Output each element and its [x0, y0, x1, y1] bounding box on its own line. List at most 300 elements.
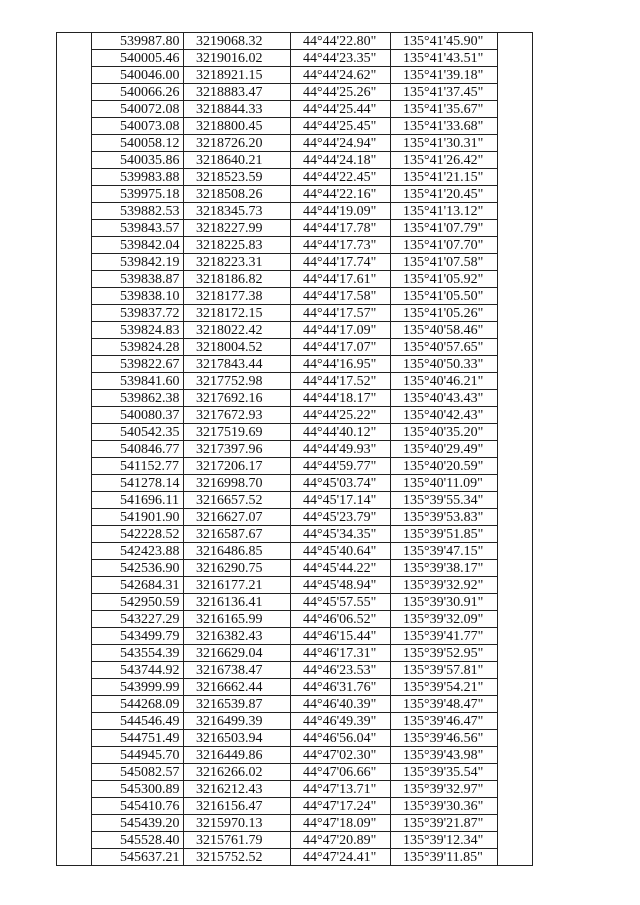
northing-cell: 3217206.17 [184, 458, 291, 475]
left-margin-cell [57, 492, 92, 509]
latitude-cell: 44°47'20.89" [291, 832, 391, 849]
table-row [57, 560, 533, 577]
longitude-cell: 135°39'30.91" [391, 594, 498, 611]
left-margin-cell [57, 560, 92, 577]
left-margin-cell [57, 764, 92, 781]
northing-cell: 3216629.04 [184, 645, 291, 662]
latitude-cell: 44°44'25.45" [291, 118, 391, 135]
longitude-cell: 135°41'37.45" [391, 84, 498, 101]
table-row [57, 628, 533, 645]
longitude-cell: 135°39'12.34" [391, 832, 498, 849]
table-row [57, 271, 533, 288]
left-margin-cell [57, 577, 92, 594]
easting-cell: 541278.14 [92, 475, 184, 492]
longitude-cell: 135°41'05.92" [391, 271, 498, 288]
right-margin-cell [498, 611, 533, 628]
longitude-cell: 135°39'46.56" [391, 730, 498, 747]
northing-cell: 3218186.82 [184, 271, 291, 288]
northing-cell: 3217397.96 [184, 441, 291, 458]
right-margin-cell [498, 492, 533, 509]
left-margin-cell [57, 390, 92, 407]
right-margin-cell [498, 254, 533, 271]
coordinate-table-body [57, 33, 533, 866]
easting-cell: 545637.21 [92, 849, 184, 866]
table-row [57, 849, 533, 866]
easting-cell: 542536.90 [92, 560, 184, 577]
longitude-cell: 135°40'57.65" [391, 339, 498, 356]
latitude-cell: 44°44'23.35" [291, 50, 391, 67]
table-row [57, 526, 533, 543]
longitude-cell: 135°40'29.49" [391, 441, 498, 458]
left-margin-cell [57, 305, 92, 322]
right-margin-cell [498, 237, 533, 254]
northing-cell: 3217692.16 [184, 390, 291, 407]
easting-cell: 540035.86 [92, 152, 184, 169]
latitude-cell: 44°46'49.39" [291, 713, 391, 730]
right-margin-cell [498, 152, 533, 169]
left-margin-cell [57, 237, 92, 254]
longitude-cell: 135°39'53.83" [391, 509, 498, 526]
longitude-cell: 135°39'32.09" [391, 611, 498, 628]
longitude-cell: 135°39'38.17" [391, 560, 498, 577]
latitude-cell: 44°45'57.55" [291, 594, 391, 611]
left-margin-cell [57, 645, 92, 662]
easting-cell: 543999.99 [92, 679, 184, 696]
longitude-cell: 135°39'32.97" [391, 781, 498, 798]
table-row [57, 475, 533, 492]
easting-cell: 539987.80 [92, 33, 184, 50]
easting-cell: 543227.29 [92, 611, 184, 628]
longitude-cell: 135°40'42.43" [391, 407, 498, 424]
right-margin-cell [498, 424, 533, 441]
easting-cell: 545410.76 [92, 798, 184, 815]
right-margin-cell [498, 628, 533, 645]
longitude-cell: 135°39'35.54" [391, 764, 498, 781]
latitude-cell: 44°44'22.16" [291, 186, 391, 203]
easting-cell: 543744.92 [92, 662, 184, 679]
northing-cell: 3218508.26 [184, 186, 291, 203]
northing-cell: 3216627.07 [184, 509, 291, 526]
northing-cell: 3218726.20 [184, 135, 291, 152]
easting-cell: 539983.88 [92, 169, 184, 186]
easting-cell: 544751.49 [92, 730, 184, 747]
northing-cell: 3218800.45 [184, 118, 291, 135]
easting-cell: 542423.88 [92, 543, 184, 560]
latitude-cell: 44°44'24.94" [291, 135, 391, 152]
left-margin-cell [57, 101, 92, 118]
latitude-cell: 44°46'56.04" [291, 730, 391, 747]
right-margin-cell [498, 713, 533, 730]
latitude-cell: 44°44'24.18" [291, 152, 391, 169]
easting-cell: 539843.57 [92, 220, 184, 237]
northing-cell: 3216290.75 [184, 560, 291, 577]
northing-cell: 3215761.79 [184, 832, 291, 849]
left-margin-cell [57, 509, 92, 526]
northing-cell: 3216177.21 [184, 577, 291, 594]
northing-cell: 3215970.13 [184, 815, 291, 832]
northing-cell: 3219016.02 [184, 50, 291, 67]
left-margin-cell [57, 611, 92, 628]
latitude-cell: 44°45'17.14" [291, 492, 391, 509]
table-row [57, 679, 533, 696]
easting-cell: 543554.39 [92, 645, 184, 662]
easting-cell: 540846.77 [92, 441, 184, 458]
easting-cell: 539975.18 [92, 186, 184, 203]
latitude-cell: 44°46'23.53" [291, 662, 391, 679]
easting-cell: 540072.08 [92, 101, 184, 118]
right-margin-cell [498, 696, 533, 713]
longitude-cell: 135°39'54.21" [391, 679, 498, 696]
northing-cell: 3216156.47 [184, 798, 291, 815]
latitude-cell: 44°47'18.09" [291, 815, 391, 832]
left-margin-cell [57, 356, 92, 373]
left-margin-cell [57, 169, 92, 186]
left-margin-cell [57, 594, 92, 611]
northing-cell: 3216738.47 [184, 662, 291, 679]
northing-cell: 3216662.44 [184, 679, 291, 696]
latitude-cell: 44°44'22.80" [291, 33, 391, 50]
table-row [57, 713, 533, 730]
longitude-cell: 135°41'07.70" [391, 237, 498, 254]
longitude-cell: 135°39'43.98" [391, 747, 498, 764]
left-margin-cell [57, 254, 92, 271]
northing-cell: 3216486.85 [184, 543, 291, 560]
latitude-cell: 44°44'17.09" [291, 322, 391, 339]
table-row [57, 118, 533, 135]
right-margin-cell [498, 373, 533, 390]
table-row [57, 747, 533, 764]
easting-cell: 544945.70 [92, 747, 184, 764]
easting-cell: 542950.59 [92, 594, 184, 611]
latitude-cell: 44°47'02.30" [291, 747, 391, 764]
latitude-cell: 44°45'40.64" [291, 543, 391, 560]
left-margin-cell [57, 781, 92, 798]
longitude-cell: 135°39'51.85" [391, 526, 498, 543]
latitude-cell: 44°44'49.93" [291, 441, 391, 458]
right-margin-cell [498, 271, 533, 288]
left-margin-cell [57, 50, 92, 67]
northing-cell: 3218921.15 [184, 67, 291, 84]
longitude-cell: 135°40'58.46" [391, 322, 498, 339]
northing-cell: 3216539.87 [184, 696, 291, 713]
northing-cell: 3218883.47 [184, 84, 291, 101]
left-margin-cell [57, 662, 92, 679]
longitude-cell: 135°41'07.79" [391, 220, 498, 237]
longitude-cell: 135°41'07.58" [391, 254, 498, 271]
latitude-cell: 44°46'06.52" [291, 611, 391, 628]
easting-cell: 539862.38 [92, 390, 184, 407]
right-margin-cell [498, 560, 533, 577]
right-margin-cell [498, 169, 533, 186]
right-margin-cell [498, 288, 533, 305]
longitude-cell: 135°39'32.92" [391, 577, 498, 594]
easting-cell: 539837.72 [92, 305, 184, 322]
northing-cell: 3217519.69 [184, 424, 291, 441]
left-margin-cell [57, 33, 92, 50]
table-row [57, 339, 533, 356]
easting-cell: 539841.60 [92, 373, 184, 390]
right-margin-cell [498, 67, 533, 84]
table-row [57, 169, 533, 186]
latitude-cell: 44°44'17.52" [291, 373, 391, 390]
right-margin-cell [498, 509, 533, 526]
latitude-cell: 44°47'06.66" [291, 764, 391, 781]
easting-cell: 545300.89 [92, 781, 184, 798]
coordinate-table [56, 32, 533, 866]
left-margin-cell [57, 67, 92, 84]
right-margin-cell [498, 815, 533, 832]
easting-cell: 539824.83 [92, 322, 184, 339]
right-margin-cell [498, 526, 533, 543]
table-row [57, 577, 533, 594]
northing-cell: 3218227.99 [184, 220, 291, 237]
left-margin-cell [57, 475, 92, 492]
longitude-cell: 135°39'30.36" [391, 798, 498, 815]
longitude-cell: 135°39'57.81" [391, 662, 498, 679]
left-margin-cell [57, 679, 92, 696]
left-margin-cell [57, 84, 92, 101]
latitude-cell: 44°46'31.76" [291, 679, 391, 696]
longitude-cell: 135°41'05.26" [391, 305, 498, 322]
right-margin-cell [498, 407, 533, 424]
longitude-cell: 135°41'20.45" [391, 186, 498, 203]
latitude-cell: 44°44'25.22" [291, 407, 391, 424]
right-margin-cell [498, 730, 533, 747]
longitude-cell: 135°40'43.43" [391, 390, 498, 407]
longitude-cell: 135°39'47.15" [391, 543, 498, 560]
longitude-cell: 135°39'21.87" [391, 815, 498, 832]
latitude-cell: 44°44'17.73" [291, 237, 391, 254]
left-margin-cell [57, 747, 92, 764]
latitude-cell: 44°44'17.74" [291, 254, 391, 271]
easting-cell: 539824.28 [92, 339, 184, 356]
left-margin-cell [57, 849, 92, 866]
right-margin-cell [498, 305, 533, 322]
northing-cell: 3218844.33 [184, 101, 291, 118]
easting-cell: 544546.49 [92, 713, 184, 730]
easting-cell: 539842.04 [92, 237, 184, 254]
left-margin-cell [57, 373, 92, 390]
right-margin-cell [498, 356, 533, 373]
easting-cell: 543499.79 [92, 628, 184, 645]
easting-cell: 542684.31 [92, 577, 184, 594]
table-row [57, 781, 533, 798]
table-row [57, 441, 533, 458]
table-row [57, 543, 533, 560]
longitude-cell: 135°40'35.20" [391, 424, 498, 441]
latitude-cell: 44°45'03.74" [291, 475, 391, 492]
latitude-cell: 44°47'17.24" [291, 798, 391, 815]
right-margin-cell [498, 186, 533, 203]
left-margin-cell [57, 288, 92, 305]
northing-cell: 3217752.98 [184, 373, 291, 390]
table-row [57, 645, 533, 662]
northing-cell: 3217672.93 [184, 407, 291, 424]
latitude-cell: 44°45'34.35" [291, 526, 391, 543]
longitude-cell: 135°41'21.15" [391, 169, 498, 186]
latitude-cell: 44°44'16.95" [291, 356, 391, 373]
northing-cell: 3215752.52 [184, 849, 291, 866]
longitude-cell: 135°41'30.31" [391, 135, 498, 152]
northing-cell: 3216998.70 [184, 475, 291, 492]
northing-cell: 3216499.39 [184, 713, 291, 730]
table-row [57, 84, 533, 101]
right-margin-cell [498, 118, 533, 135]
easting-cell: 545528.40 [92, 832, 184, 849]
longitude-cell: 135°41'45.90" [391, 33, 498, 50]
right-margin-cell [498, 679, 533, 696]
northing-cell: 3218640.21 [184, 152, 291, 169]
right-margin-cell [498, 220, 533, 237]
easting-cell: 541696.11 [92, 492, 184, 509]
table-row [57, 254, 533, 271]
table-row [57, 220, 533, 237]
right-margin-cell [498, 747, 533, 764]
longitude-cell: 135°41'43.51" [391, 50, 498, 67]
left-margin-cell [57, 339, 92, 356]
right-margin-cell [498, 84, 533, 101]
table-row [57, 611, 533, 628]
northing-cell: 3217843.44 [184, 356, 291, 373]
easting-cell: 540542.35 [92, 424, 184, 441]
easting-cell: 539838.10 [92, 288, 184, 305]
right-margin-cell [498, 764, 533, 781]
right-margin-cell [498, 662, 533, 679]
left-margin-cell [57, 135, 92, 152]
left-margin-cell [57, 458, 92, 475]
right-margin-cell [498, 458, 533, 475]
left-margin-cell [57, 407, 92, 424]
left-margin-cell [57, 186, 92, 203]
longitude-cell: 135°39'46.47" [391, 713, 498, 730]
left-margin-cell [57, 220, 92, 237]
easting-cell: 545082.57 [92, 764, 184, 781]
left-margin-cell [57, 118, 92, 135]
northing-cell: 3218225.83 [184, 237, 291, 254]
latitude-cell: 44°44'40.12" [291, 424, 391, 441]
northing-cell: 3216266.02 [184, 764, 291, 781]
northing-cell: 3216657.52 [184, 492, 291, 509]
left-margin-cell [57, 271, 92, 288]
latitude-cell: 44°44'17.78" [291, 220, 391, 237]
left-margin-cell [57, 815, 92, 832]
right-margin-cell [498, 339, 533, 356]
table-row [57, 696, 533, 713]
longitude-cell: 135°40'46.21" [391, 373, 498, 390]
easting-cell: 540080.37 [92, 407, 184, 424]
left-margin-cell [57, 730, 92, 747]
left-margin-cell [57, 798, 92, 815]
latitude-cell: 44°44'17.58" [291, 288, 391, 305]
table-row [57, 135, 533, 152]
right-margin-cell [498, 849, 533, 866]
northing-cell: 3219068.32 [184, 33, 291, 50]
longitude-cell: 135°41'26.42" [391, 152, 498, 169]
latitude-cell: 44°44'22.45" [291, 169, 391, 186]
left-margin-cell [57, 203, 92, 220]
latitude-cell: 44°46'40.39" [291, 696, 391, 713]
table-row [57, 798, 533, 815]
easting-cell: 545439.20 [92, 815, 184, 832]
latitude-cell: 44°44'17.57" [291, 305, 391, 322]
left-margin-cell [57, 441, 92, 458]
left-margin-cell [57, 526, 92, 543]
right-margin-cell [498, 33, 533, 50]
table-row [57, 373, 533, 390]
latitude-cell: 44°44'59.77" [291, 458, 391, 475]
table-row [57, 237, 533, 254]
easting-cell: 539842.19 [92, 254, 184, 271]
latitude-cell: 44°47'13.71" [291, 781, 391, 798]
right-margin-cell [498, 832, 533, 849]
latitude-cell: 44°45'44.22" [291, 560, 391, 577]
table-row [57, 764, 533, 781]
right-margin-cell [498, 645, 533, 662]
longitude-cell: 135°41'35.67" [391, 101, 498, 118]
left-margin-cell [57, 543, 92, 560]
table-row [57, 203, 533, 220]
right-margin-cell [498, 781, 533, 798]
right-margin-cell [498, 798, 533, 815]
table-row [57, 67, 533, 84]
table-row [57, 730, 533, 747]
table-row [57, 186, 533, 203]
northing-cell: 3216212.43 [184, 781, 291, 798]
right-margin-cell [498, 135, 533, 152]
northing-cell: 3218523.59 [184, 169, 291, 186]
left-margin-cell [57, 696, 92, 713]
longitude-cell: 135°41'05.50" [391, 288, 498, 305]
table-row [57, 458, 533, 475]
easting-cell: 541901.90 [92, 509, 184, 526]
longitude-cell: 135°41'13.12" [391, 203, 498, 220]
right-margin-cell [498, 594, 533, 611]
easting-cell: 540058.12 [92, 135, 184, 152]
latitude-cell: 44°47'24.41" [291, 849, 391, 866]
northing-cell: 3218177.38 [184, 288, 291, 305]
right-margin-cell [498, 322, 533, 339]
left-margin-cell [57, 322, 92, 339]
northing-cell: 3216136.41 [184, 594, 291, 611]
table-row [57, 832, 533, 849]
right-margin-cell [498, 475, 533, 492]
right-margin-cell [498, 577, 533, 594]
easting-cell: 542228.52 [92, 526, 184, 543]
easting-cell: 540073.08 [92, 118, 184, 135]
latitude-cell: 44°46'15.44" [291, 628, 391, 645]
table-row [57, 407, 533, 424]
longitude-cell: 135°39'48.47" [391, 696, 498, 713]
latitude-cell: 44°44'24.62" [291, 67, 391, 84]
table-row [57, 815, 533, 832]
northing-cell: 3216382.43 [184, 628, 291, 645]
left-margin-cell [57, 152, 92, 169]
latitude-cell: 44°44'25.26" [291, 84, 391, 101]
easting-cell: 541152.77 [92, 458, 184, 475]
easting-cell: 540005.46 [92, 50, 184, 67]
longitude-cell: 135°39'55.34" [391, 492, 498, 509]
left-margin-cell [57, 424, 92, 441]
northing-cell: 3218022.42 [184, 322, 291, 339]
table-row [57, 50, 533, 67]
northing-cell: 3216449.86 [184, 747, 291, 764]
latitude-cell: 44°45'23.79" [291, 509, 391, 526]
right-margin-cell [498, 441, 533, 458]
table-row [57, 424, 533, 441]
easting-cell: 540046.00 [92, 67, 184, 84]
longitude-cell: 135°39'11.85" [391, 849, 498, 866]
latitude-cell: 44°44'17.61" [291, 271, 391, 288]
